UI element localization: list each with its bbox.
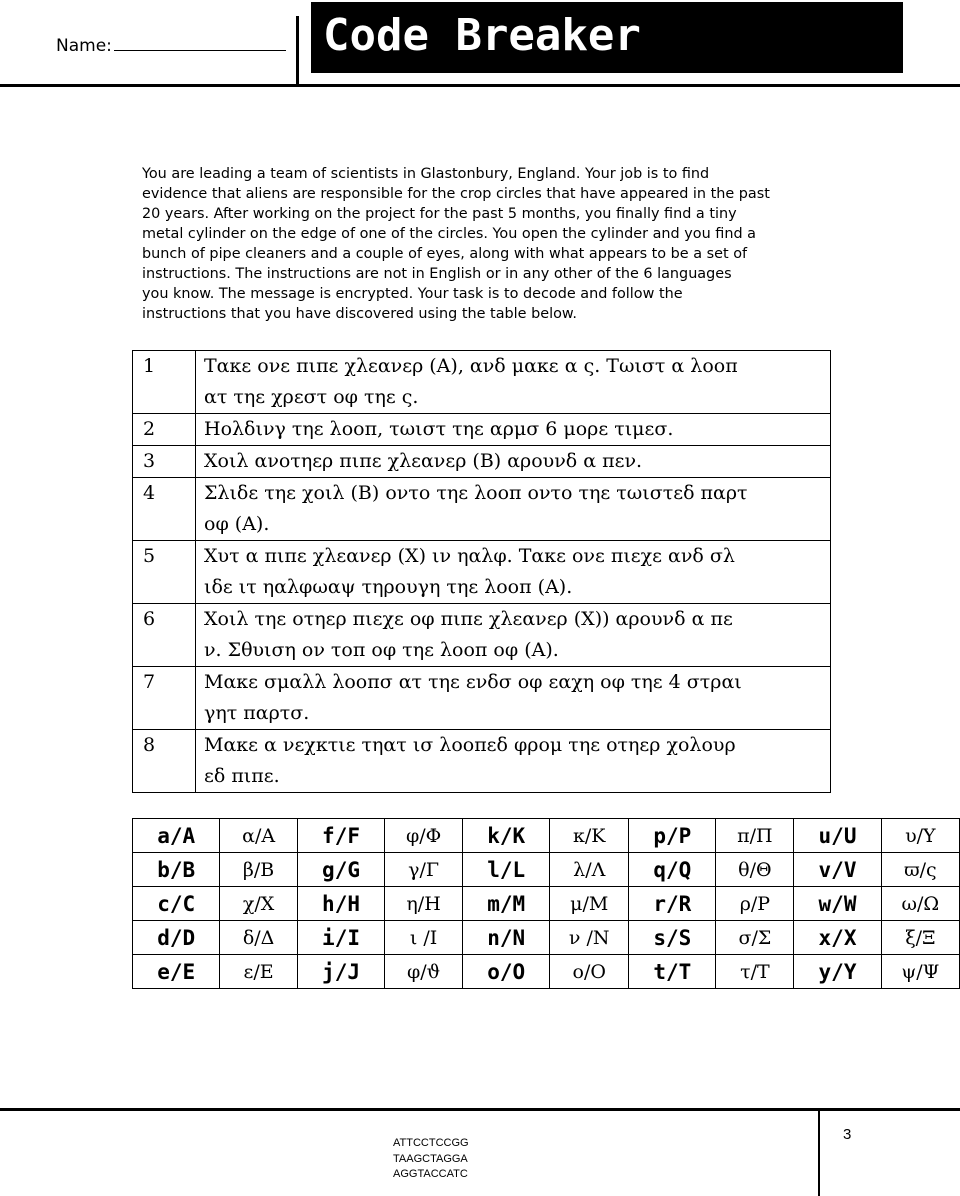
latin-letter: y/Y [794, 955, 881, 989]
latin-letter: h/H [297, 887, 384, 921]
greek-letter: α/Α [220, 819, 297, 853]
instruction-row [133, 414, 831, 446]
latin-letter: l/L [463, 853, 550, 887]
greek-letter: δ/Δ [220, 921, 297, 955]
step-text: Χοιλ ανοτηερ πιπε χλεανερ (Β) αρουνδ α πεν. [196, 446, 831, 478]
step-text: Μακε σμαλλ λοοπσ ατ τηε ενδσ οφ εαχη οφ τηε 4 στραι γητ παρτσ. [196, 667, 831, 730]
step-number: 6 [133, 604, 196, 667]
greek-letter: ε/Ε [220, 955, 297, 989]
instruction-row [133, 351, 831, 414]
latin-letter: o/O [463, 955, 550, 989]
step-text: Ηολδινγ τηε λοοπ, τωιστ τηε αρμσ 6 μορε τιμεσ. [196, 414, 831, 446]
intro-line: instructions. The instructions are not in English or in any other of the 6 languages [142, 266, 732, 282]
instruction-row [133, 478, 831, 541]
greek-letter: ο/Ο [550, 955, 629, 989]
latin-letter: u/U [794, 819, 881, 853]
latin-letter: p/P [629, 819, 716, 853]
intro-line: 20 years. After working on the project for the past 5 months, you finally find a tiny [142, 206, 737, 222]
latin-letter: d/D [133, 921, 220, 955]
latin-letter: s/S [629, 921, 716, 955]
latin-letter: v/V [794, 853, 881, 887]
greek-letter: ρ/Ρ [716, 887, 794, 921]
greek-letter: ι /Ι [385, 921, 463, 955]
step-text: Χυτ α πιπε χλεανερ (Χ) ιν ηαλφ. Τακε ονε πιεχε ανδ σλ ιδε ιτ ηαλφωαψ τηρουγη τηε λοοπ (Α). [196, 541, 831, 604]
step-number: 4 [133, 478, 196, 541]
greek-letter: λ/Λ [550, 853, 629, 887]
latin-letter: q/Q [629, 853, 716, 887]
step-number: 2 [133, 414, 196, 446]
latin-letter: g/G [297, 853, 384, 887]
step-text: Σλιδε τηε χοιλ (Β) οντο τηε λοοπ οντο τηε τωιστεδ παρτ οφ (Α). [196, 478, 831, 541]
latin-letter: w/W [794, 887, 881, 921]
latin-letter: j/J [297, 955, 384, 989]
intro-line: You are leading a team of scientists in Glastonbury, England. Your job is to find [142, 166, 710, 182]
dna-line: ATTCCTCCGG [393, 1137, 469, 1149]
step-text: Χοιλ τηε οτηερ πιεχε οφ πιπε χλεανερ (Χ)) αρουνδ α πε ν. Σθυιση ον τοπ οφ τηε λοοπ οφ (Α). [196, 604, 831, 667]
latin-letter: m/M [463, 887, 550, 921]
step-number: 5 [133, 541, 196, 604]
intro-line: evidence that aliens are responsible for the crop circles that have appeared in the past [142, 186, 770, 202]
step-text: Τακε ονε πιπε χλεανερ (Α), ανδ μακε α ς. Τωιστ α λοοπ ατ τηε χρεστ οφ τηε ς. [196, 351, 831, 414]
greek-letter: φ/Φ [385, 819, 463, 853]
key-row [133, 955, 960, 989]
key-row [133, 819, 960, 853]
intro-line: you know. The message is encrypted. Your task is to decode and follow the [142, 286, 683, 302]
key-row [133, 921, 960, 955]
greek-letter: θ/Θ [716, 853, 794, 887]
name-label: Name: [56, 36, 112, 56]
header-rule [0, 84, 960, 87]
step-number: 3 [133, 446, 196, 478]
instruction-row [133, 446, 831, 478]
greek-letter: υ/Υ [881, 819, 959, 853]
latin-letter: i/I [297, 921, 384, 955]
latin-letter: c/C [133, 887, 220, 921]
key-row [133, 853, 960, 887]
page-number: 3 [843, 1126, 852, 1143]
greek-letter: ν /Ν [550, 921, 629, 955]
instruction-row [133, 730, 831, 793]
latin-letter: t/T [629, 955, 716, 989]
instruction-row [133, 541, 831, 604]
cipher-key-table [132, 818, 960, 989]
footer-rule [0, 1108, 960, 1111]
intro-line: bunch of pipe cleaners and a couple of eyes, along with what appears to be a set of [142, 246, 748, 262]
name-blank-line [114, 34, 286, 51]
step-text: Μακε α νεχκτιε τηατ ισ λοοπεδ φρομ τηε οτηερ χολουρ εδ πιπε. [196, 730, 831, 793]
greek-letter: κ/Κ [550, 819, 629, 853]
greek-letter: σ/Σ [716, 921, 794, 955]
intro-line: instructions that you have discovered using the table below. [142, 306, 577, 322]
latin-letter: x/X [794, 921, 881, 955]
page-title: Code Breaker [323, 10, 641, 61]
header-divider [296, 16, 299, 86]
instructions-table [132, 350, 831, 793]
greek-letter: χ/Χ [220, 887, 297, 921]
latin-letter: e/E [133, 955, 220, 989]
intro-line: metal cylinder on the edge of one of the circles. You open the cylinder and you find a [142, 226, 756, 242]
instruction-row [133, 604, 831, 667]
greek-letter: φ/ϑ [385, 955, 463, 989]
dna-sequence [393, 1136, 469, 1183]
instruction-row [133, 667, 831, 730]
greek-letter: ϖ/ς [881, 853, 959, 887]
key-row [133, 887, 960, 921]
greek-letter: η/Η [385, 887, 463, 921]
greek-letter: ξ/Ξ [881, 921, 959, 955]
greek-letter: π/Π [716, 819, 794, 853]
title-banner [311, 2, 903, 73]
footer-divider [818, 1110, 820, 1196]
latin-letter: f/F [297, 819, 384, 853]
step-number: 7 [133, 667, 196, 730]
greek-letter: β/Β [220, 853, 297, 887]
latin-letter: b/B [133, 853, 220, 887]
greek-letter: ψ/Ψ [881, 955, 959, 989]
greek-letter: τ/Τ [716, 955, 794, 989]
greek-letter: μ/Μ [550, 887, 629, 921]
dna-line: AGGTACCATC [393, 1168, 468, 1180]
step-number: 1 [133, 351, 196, 414]
name-field [56, 34, 286, 56]
intro-paragraph [142, 164, 832, 324]
latin-letter: r/R [629, 887, 716, 921]
latin-letter: k/K [463, 819, 550, 853]
greek-letter: ω/Ω [881, 887, 959, 921]
latin-letter: a/A [133, 819, 220, 853]
latin-letter: n/N [463, 921, 550, 955]
greek-letter: γ/Γ [385, 853, 463, 887]
step-number: 8 [133, 730, 196, 793]
dna-line: TAAGCTAGGA [393, 1152, 468, 1165]
